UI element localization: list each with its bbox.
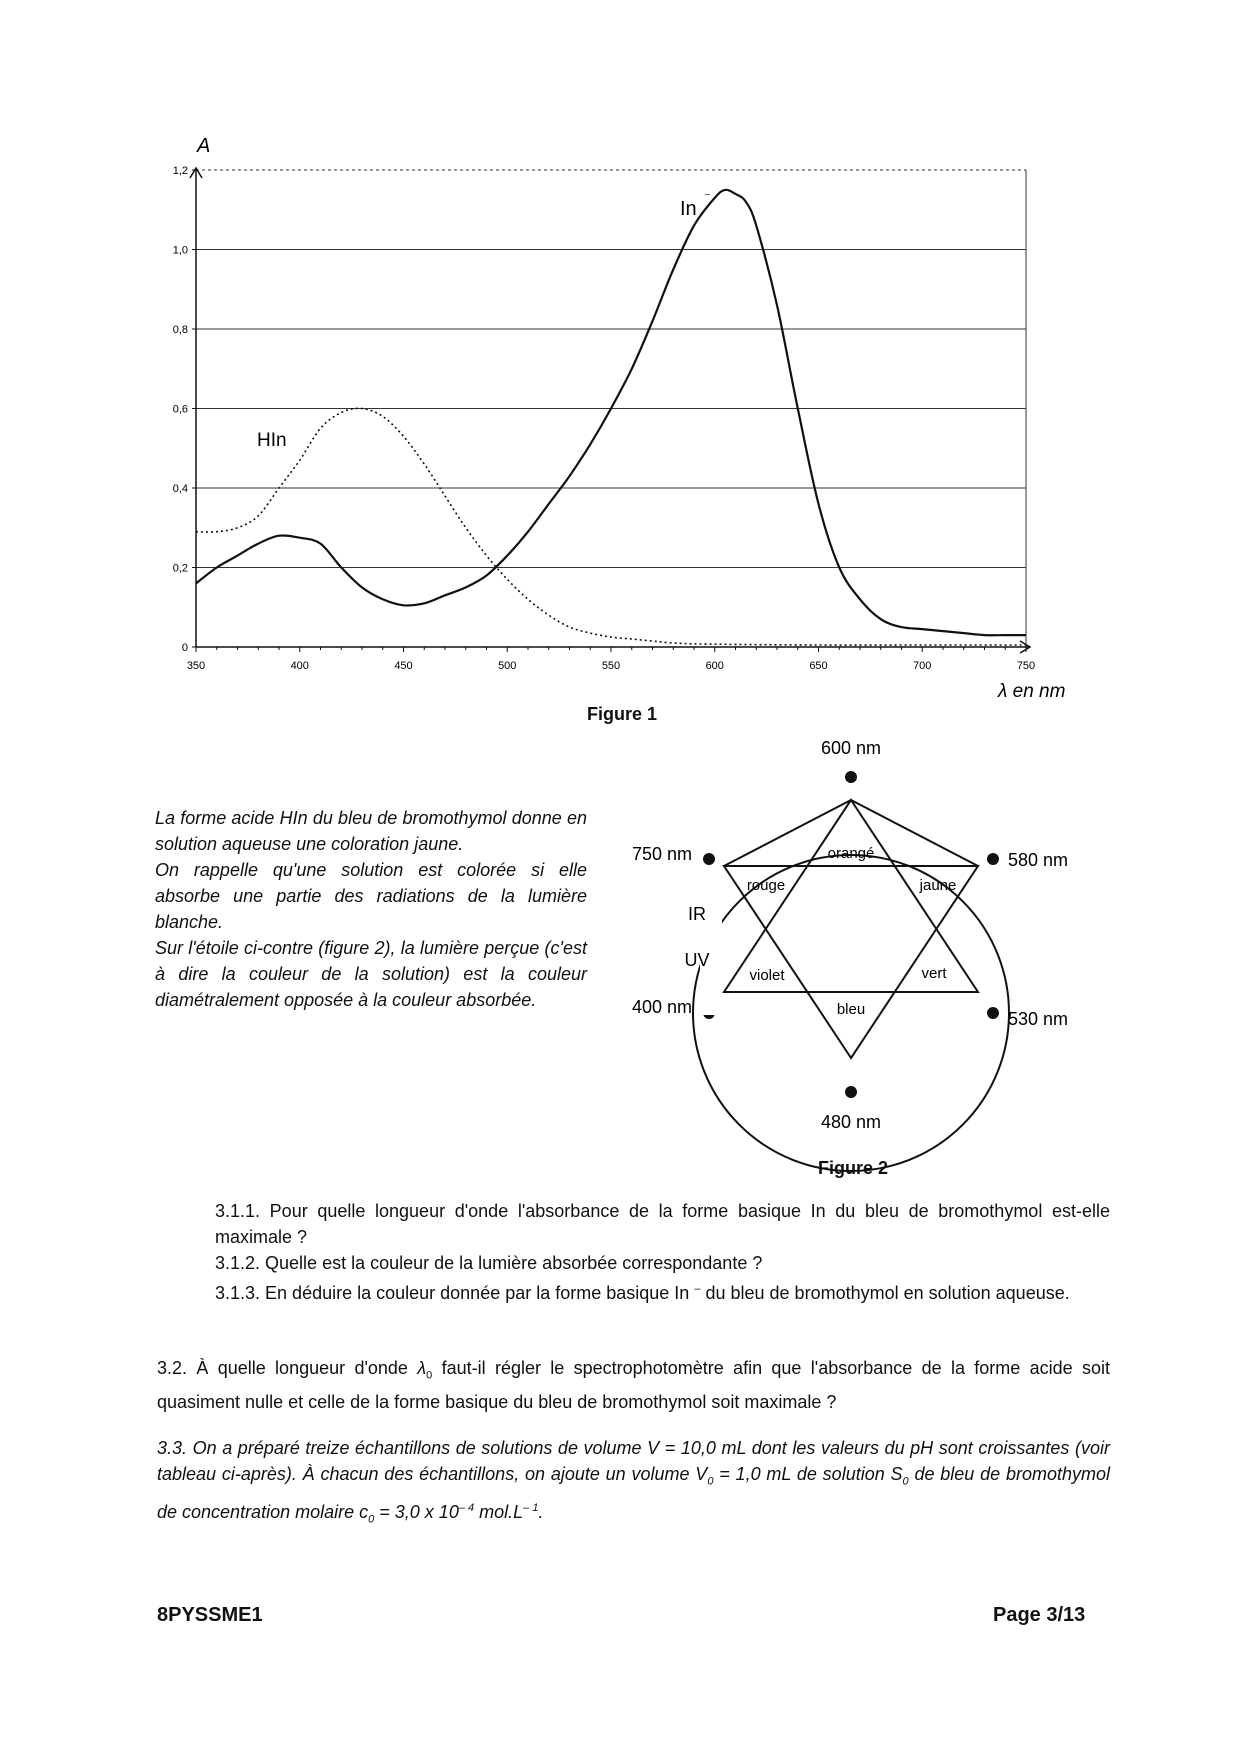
x-tick-label: 750 (1016, 660, 1036, 672)
intro-line-1: La forme acide HIn du bleu de bromothymol donne en solution aqueuse une coloration jaune. (155, 808, 587, 854)
x-tick-label: 650 (809, 660, 828, 672)
question-3-3: 3.3. On a préparé treize échantillons de solutions de volume V = 10,0 mL dont les valeurs du pH sont croissantes (voir tableau ci-après). À chacun des échantillons, on ajoute un volume $V_0 = 1,0$ mL de solution $S_0$ de bleu de bromothymol de concentration molaire $c_0 = 3,0$ x $10^{- 4}$ $mol.L^{- 1}$. (157, 1438, 1110, 1526)
question-3-1-2: 3.1.2. Quelle est la couleur de la lumière absorbée correspondante ? (215, 1253, 763, 1273)
chart-series (196, 190, 1026, 645)
page-number: Page 3/13 (993, 1604, 1086, 1626)
question-3-2: 3.2. À quelle longueur d'onde $\lambda_0$ faut-il régler le spectrophotomètre afin que l'absorbance de la forme acide soit quasiment nulle et celle de la forme basique du bleu de bromothymol soit maximale ? (157, 1358, 1110, 1412)
color-orange: orangé (827, 845, 875, 862)
y-axis-label: A (197, 135, 211, 157)
x-tick-label: 500 (498, 660, 517, 672)
color-yellow: jaune (919, 877, 957, 894)
wavelength-dot-480 (845, 1086, 857, 1098)
x-tick-label: 600 (705, 660, 724, 672)
x-tick-label: 700 (913, 660, 932, 672)
y-tick-label: 1,0 (172, 244, 188, 257)
wavelength-dot-600 (845, 771, 857, 783)
figure2-color-star (600, 730, 1120, 1200)
x-tick-label: 550 (601, 660, 621, 672)
color-green: vert (921, 965, 947, 982)
question-3-1-3: 3.1.3. En déduire la couleur donnée par la forme basique In – du bleu de bromothymol en solution aqueuse. (215, 1283, 1070, 1303)
x-tick-label: 450 (394, 660, 413, 672)
color-violet: violet (749, 967, 785, 984)
ir-uv-gap (700, 865, 722, 1015)
y-tick-label: 1,2 (172, 165, 188, 177)
wavelength-dot-530 (987, 1007, 999, 1019)
y-tick-label: 0,8 (172, 324, 188, 336)
wavelength-600: 600 nm (820, 738, 882, 758)
x-tick-label: 400 (290, 660, 309, 672)
x-tick-labels (187, 660, 1035, 672)
wavelength-580: 580 nm (1008, 850, 1069, 870)
x-tick-label: 350 (186, 660, 206, 672)
document-code: 8PYSSME1 (157, 1604, 263, 1626)
series-label-in: In (680, 198, 697, 220)
y-tick-label: 0,2 (172, 562, 188, 575)
y-tick-labels (173, 165, 188, 654)
y-tick-label: 0,4 (172, 483, 188, 495)
star-triangle-down (724, 866, 978, 1058)
figure1-chart (0, 0, 1240, 730)
figure2-caption: Figure 2 (818, 1158, 889, 1178)
wavelength-750: 750 nm (631, 844, 692, 864)
intro-line-3: Sur l'étoile ci-contre (figure 2), la lumière perçue (c'est à dire la couleur de la solution) est la couleur diamétralement opposée à la couleur absorbée. (155, 938, 587, 1010)
series-line-hin (196, 408, 1026, 645)
wavelength-530: 530 nm (1008, 1009, 1069, 1029)
star-triangle-up-full (724, 800, 978, 992)
wavelength-dot-750 (703, 853, 715, 865)
y-tick-label: 0 (181, 642, 188, 654)
series-label-in-sup: ⁻ (704, 189, 711, 204)
x-axis-label: λ en nm (998, 681, 1066, 702)
intro-text (155, 805, 587, 1013)
figure1-caption: Figure 1 (587, 704, 658, 724)
wavelength-dot-580 (987, 853, 999, 865)
region-uv: UV (684, 950, 710, 970)
color-blue: bleu (836, 1001, 866, 1018)
y-tick-label: 0,6 (172, 403, 188, 416)
wavelength-480: 480 nm (820, 1112, 882, 1132)
question-3-1-1: 3.1.1. Pour quelle longueur d'onde l'absorbance de la forme basique In du bleu de bromothymol est-elle maximale ? (215, 1201, 1110, 1247)
region-ir: IR (688, 904, 706, 924)
intro-line-2: On rappelle qu'une solution est colorée si elle absorbe une partie des radiations de la lumière blanche. (155, 860, 587, 932)
series-line-in (196, 190, 1026, 635)
series-label-hin: HIn (257, 430, 287, 451)
wavelength-400: 400 nm (631, 997, 692, 1017)
color-red: rouge (746, 877, 786, 894)
